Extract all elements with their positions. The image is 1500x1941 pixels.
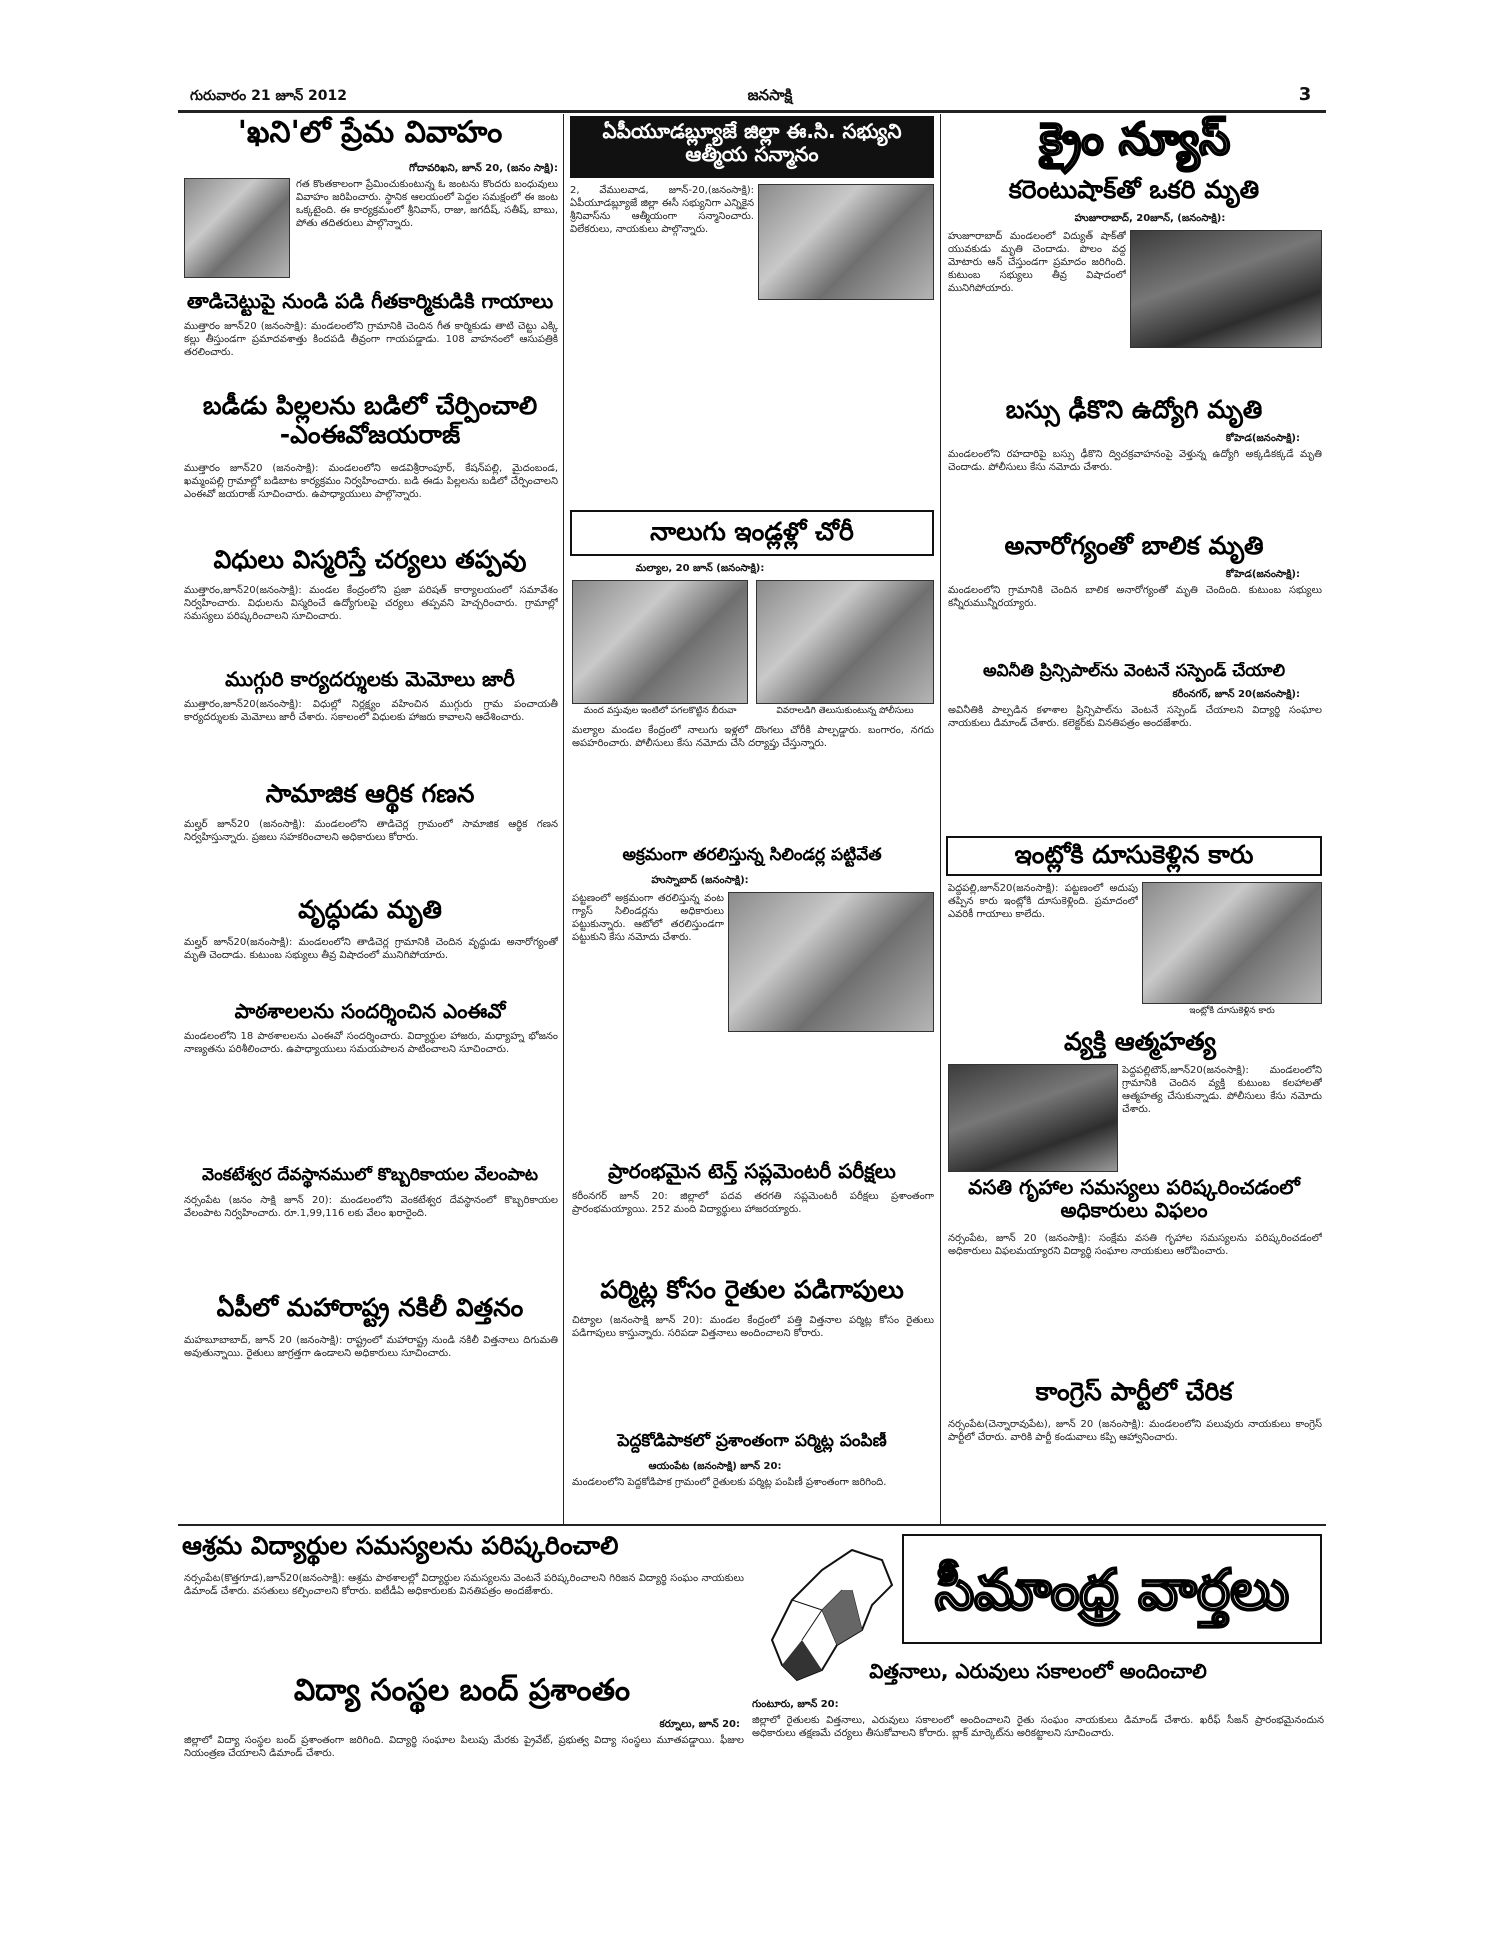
column-divider <box>940 114 941 1524</box>
photo-police-inquiry <box>756 580 934 704</box>
article-body: జిల్లాలో రైతులకు విత్తనాలు, ఎరువులు సకాలంలో అందించాలని రైతు సంఘం నాయకులు డిమాండ్ చేశారు. ఖరీఫ్ సీజన్ ప్రారంభమైనందున అధికారులు తక్షణమే చర్యలు తీసుకోవాలని కోరారు. బ్లాక్ మార్కెట్‌ను అరికట్టాలని సూచించారు. <box>752 1715 1324 1739</box>
headline-apuwj-felicitation: ఏపీయూడబ్ల్యూజే జిల్లా ఈ.సి. సభ్యుని ఆత్మీయ సన్మానం <box>570 116 934 178</box>
article-body: చిట్యాల (జనంసాక్షి జూన్ 20): మండల కేంద్రంలో పత్తి విత్తనాల పర్మిట్ల కోసం రైతులు పడిగాపులు కాస్తున్నారు. సరిపడా విత్తనాలు అందించాలని కోరారు. <box>572 1315 934 1339</box>
dateline: హుజూరాబాద్, 20జూన్, (జనంసాక్షి): <box>1074 213 1226 224</box>
photo-deceased <box>948 1064 1118 1172</box>
article-body: పట్టణంలో అక్రమంగా తరలిస్తున్న వంట గ్యాస్ సిలిండర్లను అధికారులు పట్టుకున్నారు. ఆటోలో తరలిస్తుండగా పట్టుకుని కేసు నమోదు చేశారు. <box>572 893 724 943</box>
photo-felicitation <box>758 184 934 300</box>
dateline: కరీంనగర్, జూన్ 20(జనంసాక్షి): <box>1172 689 1300 700</box>
article-body <box>1130 352 1322 390</box>
headline-cylinder-seizure: అక్రమంగా తరలిస్తున్న సిలిండర్ల పట్టివేత <box>622 846 882 865</box>
headline-tenth-supplementary: ప్రారంభమైన టెన్త్ సప్లమెంటరీ పరీక్షలు <box>608 1160 896 1183</box>
headline-bus-accident: బస్సు ఢీకొని ఉద్యోగి మృతి <box>1005 396 1263 424</box>
article-body: ముత్తారం జూన్20 (జనంసాక్షి): మండలంలోని గ్రామానికి చెందిన గీత కార్మికుడు తాటి చెట్టు ఎక్కి కల్లు తీస్తుండగా ప్రమాదవశాత్తు కిందపడి తీవ్రంగా గాయపడ్డాడు. 108 వాహనంలో ఆసుపత్రికి తరలించారు. <box>184 321 558 358</box>
article-body: పెద్దపల్లి,జూన్20(జనంసాక్షి): పట్టణంలో అదుపు తప్పిన కారు ఇంట్లోకి దూసుకెళ్లింది. ప్రమాదంలో ఎవరికీ గాయాలు కాలేదు. <box>948 883 1138 920</box>
article-body: అవినీతికి పాల్పడిన కళాశాల ప్రిన్సిపాల్‌ను వెంటనే సస్పెండ్ చేయాలని విద్యార్థి సంఘాల నాయకులు డిమాండ్ చేశారు. కలెక్టర్‌కు వినతిపత్రం అందజేశారు. <box>948 705 1322 729</box>
headline-hostel-problems: వసతి గృహాల సమస్యలు పరిష్కరించడంలో అధికారులు విఫలం <box>968 1176 1300 1222</box>
article-body: మహబూబాబాద్, జూన్ 20 (జనంసాక్షి): రాష్ట్రంలో మహారాష్ట్ర నుండి నకిలీ విత్తనాలు దిగుమతి అవుతున్నాయి. రైతులు జాగ్రత్తగా ఉండాలని అధికారులు సూచించారు. <box>184 1335 558 1359</box>
headline-ashram-students: ఆశ్రమ విద్యార్థుల సమస్యలను పరిష్కరించాలి <box>182 1532 619 1560</box>
article-body: మల్హర్ జూన్20(జనంసాక్షి): మండలంలోని తాడిచెర్ల గ్రామానికి చెందిన వృద్ధుడు అనారోగ్యంతో మృతి చెందాడు. కుటుంబ సభ్యులు తీవ్ర విషాదంలో మునిగిపోయారు. <box>184 937 558 961</box>
photo-caption: మంద వస్తువుల ఇంటిలో పగలకొట్టిన బీరువా <box>583 706 737 716</box>
headline-permit-queues: పర్మిట్ల కోసం రైతుల పడిగాపులు <box>600 1276 904 1304</box>
headline-four-houses-theft: నాలుగు ఇండ్లళ్లో చోరీ <box>570 510 934 556</box>
headline-seeds-fertilizers: విత్తనాలు, ఎరువులు సకాలంలో అందించాలి <box>869 1660 1207 1683</box>
article-body: నర్సంపేట (జనం సాక్షి జూన్ 20): మండలంలోని వెంకటేశ్వర దేవస్థానంలో కొబ్బరికాయల వేలంపాట నిర్వహించారు. రూ.1,99,116 లకు వేలం ఖరారైంది. <box>184 1195 558 1219</box>
headline-coconut-auction: వెంకటేశ్వర దేవస్థానములో కొబ్బరికాయల వేలంపాట <box>202 1166 538 1185</box>
article-body: జిల్లాలో విద్యా సంస్థల బంద్ ప్రశాంతంగా జరిగింది. విద్యార్థి సంఘాల పిలుపు మేరకు ప్రైవేట్, ప్రభుత్వ విద్యా సంస్థలు మూతపడ్డాయి. ఫీజుల నియంత్రణ చేయాలని డిమాండ్ చేశారు. <box>184 1735 744 1759</box>
masthead-paper-name: జనసాక్షి <box>747 86 793 104</box>
article-body: హుజూరాబాద్ మండలంలో విద్యుత్ షాక్‌తో యువకుడు మృతి చెందాడు. పొలం వద్ద మోటారు ఆన్ చేస్తుండగా ప్రమాదం జరిగింది. కుటుంబ సభ్యులు తీవ్ర విషాదంలో మునిగిపోయారు. <box>948 231 1126 294</box>
photo-cylinder-auto <box>728 892 934 1032</box>
crime-news-banner: క్రైం న్యూస్ <box>1039 114 1231 165</box>
article-body: నర్సంపేట(కొత్తగూడ),జూన్20(జనంసాక్షి): ఆశ్రమ పాఠశాలల్లో విద్యార్థుల సమస్యలను వెంటనే పరిష్కరించాలని గిరిజన విద్యార్థి సంఘం నాయకులు డిమాండ్ చేశారు. వసతులు కల్పించాలని కోరారు. ఐటీడీఏ అధికారులకు వినతిపత్రం అందజేశారు. <box>184 1573 744 1597</box>
headline-principal-suspend: అవినీతి ప్రిన్సిపాల్‌ను వెంటనే సస్పెండ్ చేయాలి <box>982 662 1286 681</box>
article-body: కరీంనగర్ జూన్ 20: జిల్లాలో పదవ తరగతి సప్లమెంటరీ పరీక్షలు ప్రశాంతంగా ప్రారంభమయ్యాయి. 252 మంది విద్యార్థులు హాజరయ్యారు. <box>572 1191 934 1215</box>
headline-meo-visits: పాఠశాలలను సందర్శించిన ఎంఈవో <box>234 1000 506 1023</box>
headline-school-enrolment: బడీడు పిల్లలను బడిలో చేర్పించాలి -ఎంఈవోజయరాజ్ <box>202 392 538 449</box>
article-body: మండలంలోని 18 పాఠశాలలను ఎంఈవో సందర్శించారు. విద్యార్థుల హాజరు, మధ్యాహ్న భోజనం నాణ్యతను పరిశీలించారు. ఉపాధ్యాయులు సమయపాలన పాటించాలని సూచించారు. <box>184 1031 558 1055</box>
headline-socio-economic-census: సామాజిక ఆర్థిక గణన <box>265 780 475 808</box>
headline-congress-joining: కాంగ్రెస్ పార్టీలో చేరిక <box>1035 1378 1233 1406</box>
article-body: ముత్తారం,జూన్20(జనంసాక్షి): విధుల్లో నిర్లక్ష్యం వహించిన ముగ్గురు గ్రామ పంచాయతీ కార్యదర్శులకు మెమోలు జారీ చేశారు. సకాలంలో విధులకు హాజరు కావాలని ఆదేశించారు. <box>184 699 558 723</box>
dateline: కోహెడ(జనంసాక్షి): <box>1225 569 1300 580</box>
section-rule <box>178 1524 1326 1526</box>
article-body <box>758 304 934 504</box>
article-body: ముత్తారం జూన్20 (జనంసాక్షి): మండలంలోని అడవిశ్రీరాంపూర్, కేషన్‌పల్లి, మైదంబండ, ఖమ్మంపల్లి గ్రామాల్లో బడిబాట కార్యక్రమం నిర్వహించారు. బడి ఈడు పిల్లలను బడిలో చేర్పించాలని ఎంఈవో జయరాజ్ సూచించారు. ఉపాధ్యాయులు పాల్గొన్నారు. <box>184 463 558 500</box>
article-body <box>728 1036 934 1154</box>
headline-girl-death: అనారోగ్యంతో బాలిక మృతి <box>1004 532 1264 560</box>
headline-car-into-house: ఇంట్లోకి దూసుకెళ్లిన కారు <box>946 836 1322 876</box>
article-body: మండలంలోని రహదారిపై బస్సు ఢీకొని ద్విచక్రవాహనంపై వెళ్తున్న ఉద్యోగి అక్కడికక్కడే మృతి చెందాడు. పోలీసులు కేసు నమోదు చేశారు. <box>948 449 1322 473</box>
article-body: మల్హర్ జూన్20 (జనంసాక్షి): మండలంలోని తాడిచెర్ల గ్రామంలో సామాజిక ఆర్థిక గణన నిర్వహిస్తున్నారు. ప్రజలు సహకరించాలని అధికారులు కోరారు. <box>184 819 558 843</box>
headline-memos-issued: ముగ్గురి కార్యదర్శులకు మెమోలు జారీ <box>225 668 515 691</box>
photo-couple <box>184 178 290 278</box>
headline-fake-seeds: ఏపీలో మహారాష్ట్ర నకిలీ విత్తనం <box>216 1294 524 1322</box>
article-body: నర్సంపేట(చెన్నారావుపేట), జూన్ 20 (జనంసాక్షి): మండలంలోని పలువురు నాయకులు కాంగ్రెస్ పార్టీలో చేరారు. వారికి పార్టీ కండువాలు కప్పి ఆహ్వానించారు. <box>948 1419 1322 1443</box>
dateline: ఆయంపేట (జనంసాక్షి) జూన్ 20: <box>648 1461 782 1472</box>
headline-permit-distribution: పెద్దకోడిపాకలో ప్రశాంతంగా పర్మిట్ల పంపిణీ <box>617 1432 887 1451</box>
article-body: 2, వేములవాడ, జూన్-20,(జనంసాక్షి): ఏపీయూడబ్ల్యూజే జిల్లా ఈసీ సభ్యునిగా ఎన్నికైన శ్రీనివాస్‌ను ఆత్మీయంగా సన్మానించారు. విలేకరులు, నాయకులు పాల్గొన్నారు. <box>570 185 754 235</box>
photo-caption: ఇంట్లోకి దూసుకెళ్లిన కారు <box>1189 1006 1275 1016</box>
headline-electric-shock: కరెంటుషాక్‌తో ఒకరి మృతి <box>1008 176 1260 204</box>
dateline: కోహెడ(జనంసాక్షి): <box>1225 433 1300 444</box>
dateline: హుస్నాబాద్ (జనంసాక్షి): <box>651 875 749 886</box>
article-body: ముత్తారం,జూన్20(జనంసాక్షి): మండల కేంద్రంలోని ప్రజా పరిషత్ కార్యాలయంలో సమావేశం నిర్వహించారు. విధులను విస్మరించే ఉద్యోగులపై చర్యలు తప్పవని హెచ్చరించారు. గ్రామాల్లో సమస్యలు పరిష్కరించాలని సూచించారు. <box>184 585 558 622</box>
article-body: నర్సంపేట, జూన్ 20 (జనంసాక్షి): సంక్షేమ వసతి గృహాల సమస్యలను పరిష్కరించడంలో అధికారులు విఫలమయ్యారని విద్యార్థి సంఘాల నాయకులు ఆరోపించారు. <box>948 1233 1322 1257</box>
headline-duty-negligence: విధులు విస్మరిస్తే చర్యలు తప్పవు <box>213 546 527 574</box>
article-body: మల్యాల మండల కేంద్రంలో నాలుగు ఇళ్లలో దొంగలు చోరీకి పాల్పడ్డారు. బంగారం, నగదు అపహరించారు. పోలీసులు కేసు నమోదు చేసి దర్యాప్తు చేస్తున్నారు. <box>572 725 934 749</box>
article-body: గత కొంతకాలంగా ప్రేమించుకుంటున్న ఓ జంటను కొందరు బంధువులు వివాహం జరిపించారు. స్థానిక ఆలయంలో పెద్దల సమక్షంలో ఈ జంట ఒక్కటైంది. ఈ కార్యక్రమంలో శ్రీనివాస్, రాజు, జగదీష్, సతీష్, బాబు, పోతు తదితరులు పాల్గొన్నారు. <box>296 179 558 229</box>
dateline: గోదావరిఖని, జూన్ 20, (జనం సాక్షి): <box>409 163 558 174</box>
headline-love-marriage: 'ఖని'లో ప్రేమ వివాహం <box>237 116 503 150</box>
headline-old-man-death: వృద్ధుడు మృతి <box>298 896 442 924</box>
article-body: మండలంలోని పెద్దకోడిపాక గ్రామంలో రైతులకు పర్మిట్ల పంపిణీ ప్రశాంతంగా జరిగింది. <box>572 1477 887 1488</box>
seemandhra-panel <box>752 1530 1324 1830</box>
photo-broken-cupboard <box>572 580 748 704</box>
headline-toddy-fall: తాడిచెట్టుపై నుండి పడి గీతకార్మికుడికి గాయాలు <box>186 290 554 313</box>
page-number: 3 <box>1298 84 1312 105</box>
photo-car <box>1142 882 1322 1004</box>
headline-education-bandh: విద్యా సంస్థల బంద్ ప్రశాంతం <box>293 1674 631 1708</box>
article-body: మండలంలోని గ్రామానికి చెందిన బాలిక అనారోగ్యంతో మృతి చెందింది. కుటుంబ సభ్యులు కన్నీరుమున్నీరయ్యారు. <box>948 585 1322 609</box>
seemandhra-news-banner: సీమాంధ్ర వార్తలు <box>902 1534 1322 1644</box>
dateline: కర్నూలు, జూన్ 20: <box>659 1719 740 1730</box>
dateline: గుంటూరు, జూన్ 20: <box>752 1699 839 1710</box>
article-body: పెద్దపల్లిటౌన్,జూన్20(జనంసాక్షి): మండలంలోని గ్రామానికి చెందిన వ్యక్తి కుటుంబ కలహాలతో ఆత్మహత్య చేసుకున్నాడు. పోలీసులు కేసు నమోదు చేశారు. <box>1122 1065 1322 1115</box>
dateline: మల్యాల, 20 జూన్ (జనంసాక్షి): <box>635 563 765 574</box>
photo-caption: వివరాలడిగి తెలుసుకుంటున్న పోలీసులు <box>776 706 914 716</box>
column-divider <box>563 114 564 1524</box>
headline-suicide: వ్యక్తి ఆత్మహత్య <box>1064 1028 1216 1056</box>
photo-victim <box>1130 230 1322 348</box>
masthead-date: గురువారం 21 జూన్ 2012 <box>190 88 348 104</box>
